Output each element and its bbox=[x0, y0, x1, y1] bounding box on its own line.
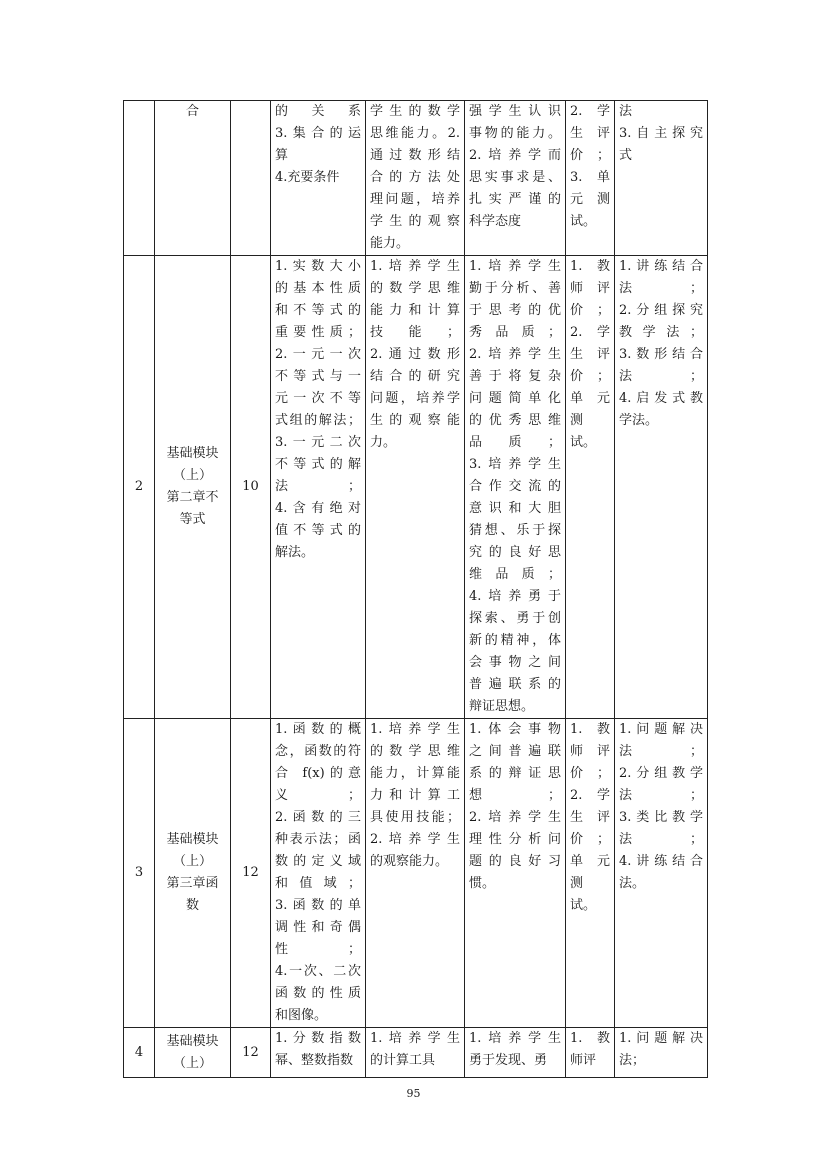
quality-goal-cell bbox=[465, 101, 566, 256]
content-cell bbox=[271, 719, 366, 1028]
cell-line: 算 bbox=[275, 148, 289, 163]
cell-line: 勇于发现、勇 bbox=[469, 1053, 548, 1068]
cell-line: 式组的解法； bbox=[275, 413, 361, 428]
cell-line: 想； bbox=[469, 788, 561, 803]
cell-line: 数的定义域 bbox=[275, 854, 361, 869]
cell-line: 3.培养学生 bbox=[469, 457, 561, 472]
cell-line: 2.分组探究 bbox=[619, 303, 703, 318]
module-cell bbox=[155, 101, 231, 256]
cell-line: 测 bbox=[570, 876, 584, 891]
cell-line: 生评 bbox=[570, 810, 610, 825]
cell-line: 法。 bbox=[619, 876, 646, 891]
cell-line: 种表示法；函 bbox=[275, 832, 361, 847]
cell-line: 能力和计算 bbox=[370, 303, 460, 318]
cell-line: 试。 bbox=[570, 898, 597, 913]
cell-line: 生评 bbox=[570, 347, 610, 362]
row-number-cell bbox=[124, 1028, 155, 1078]
cell-line: 义； bbox=[275, 788, 361, 803]
cell-line: 4.充要条件 bbox=[275, 170, 340, 185]
teaching-method-cell bbox=[615, 101, 708, 256]
cell-line: 惯。 bbox=[469, 876, 496, 891]
cell-line: 善于将复杂 bbox=[469, 369, 561, 384]
cell-line: 法； bbox=[619, 1053, 646, 1068]
cell-line: 性； bbox=[275, 942, 361, 957]
cell-line: 勤于分析、善 bbox=[469, 281, 561, 296]
cell-line: 维品质； bbox=[469, 567, 561, 582]
cell-line: 普遍联系的 bbox=[469, 677, 561, 692]
quality-goal-cell bbox=[465, 1028, 566, 1078]
cell-line: 1.教 bbox=[570, 1031, 610, 1046]
cell-line: 新的精神，体 bbox=[469, 633, 561, 648]
cell-text: 10 bbox=[242, 479, 259, 494]
cell-line: 法； bbox=[619, 832, 703, 847]
cell-line: 学生的数学 bbox=[370, 104, 460, 119]
table-row bbox=[124, 1028, 708, 1078]
cell-line: 元测 bbox=[570, 192, 610, 207]
cell-line: 能力，计算能 bbox=[370, 766, 460, 781]
cell-line: 单元 bbox=[570, 391, 610, 406]
cell-line: 思实事求是、 bbox=[469, 170, 561, 185]
cell-line: 辩证思想。 bbox=[469, 699, 535, 714]
cell-line: 的数学思维 bbox=[370, 744, 460, 759]
cell-line: 力和计算工 bbox=[370, 788, 460, 803]
cell-line: 思维能力。2. bbox=[370, 126, 460, 141]
cell-line: 于思考的优 bbox=[469, 303, 561, 318]
cell-line: 意识和大胆 bbox=[469, 501, 561, 516]
cell-line: 的计算工具 bbox=[370, 1053, 436, 1068]
ability-goal-cell bbox=[366, 719, 465, 1028]
cell-line: 科学态度 bbox=[469, 214, 522, 229]
cell-line: 学法。 bbox=[619, 413, 659, 428]
cell-line: 式 bbox=[619, 148, 633, 163]
cell-line: 2.学 bbox=[570, 104, 610, 119]
cell-line: 究的良好思 bbox=[469, 545, 561, 560]
cell-line: 1.问题解决 bbox=[619, 1031, 703, 1046]
ability-goal-cell bbox=[366, 1028, 465, 1078]
cell-line: 基础模块 bbox=[166, 1033, 219, 1049]
cell-line: 生评 bbox=[570, 126, 610, 141]
content-cell bbox=[271, 256, 366, 719]
cell-line: 技能； bbox=[370, 325, 460, 340]
cell-line: 生的观察能 bbox=[370, 413, 460, 428]
cell-text: 4 bbox=[134, 1044, 144, 1060]
cell-line: 元一次不等 bbox=[275, 391, 361, 406]
cell-line: 解法。 bbox=[275, 545, 315, 560]
cell-line: 2.培养学生 bbox=[469, 810, 561, 825]
cell-line: 能力。 bbox=[370, 236, 410, 251]
cell-line: 1.教 bbox=[570, 259, 610, 274]
table-body bbox=[124, 101, 708, 1078]
cell-line: 和图像。 bbox=[275, 1008, 328, 1023]
cell-line: 理问题，培养 bbox=[370, 192, 460, 207]
cell-line: 基础模块 bbox=[166, 832, 219, 847]
cell-line: 探索、勇于创 bbox=[469, 611, 561, 626]
cell-line: 幂、整数指数 bbox=[275, 1053, 354, 1068]
cell-line: 法； bbox=[275, 479, 361, 494]
cell-line: 的优秀思维 bbox=[469, 413, 561, 428]
cell-line: 第三章函 bbox=[166, 876, 219, 891]
cell-line: 1.培养学生 bbox=[370, 259, 460, 274]
cell-line: 1.实数大小 bbox=[275, 259, 361, 274]
cell-line: 3.数形结合 bbox=[619, 347, 703, 362]
evaluation-cell bbox=[566, 1028, 615, 1078]
cell-line: 1.培养学生 bbox=[469, 259, 561, 274]
teaching-method-cell bbox=[615, 719, 708, 1028]
ability-goal-cell bbox=[366, 256, 465, 719]
table-row bbox=[124, 101, 708, 256]
cell-line: 1.分数指数 bbox=[275, 1031, 361, 1046]
row-number-cell bbox=[124, 719, 155, 1028]
cell-line: 事物的能力。 bbox=[469, 126, 561, 141]
cell-line: 1.体会事物 bbox=[469, 722, 561, 737]
cell-line: 法； bbox=[619, 369, 703, 384]
row-number-cell bbox=[124, 256, 155, 719]
cell-line: 师评 bbox=[570, 744, 610, 759]
module-cell bbox=[155, 1028, 231, 1078]
cell-line: 第二章不 bbox=[166, 490, 219, 505]
cell-line: 1.培养学生 bbox=[469, 1031, 561, 1046]
cell-line: 价； bbox=[570, 303, 610, 318]
cell-line: 不等式的解 bbox=[275, 457, 361, 472]
cell-line: 会事物之间 bbox=[469, 655, 561, 670]
cell-line: 秀品质； bbox=[469, 325, 561, 340]
cell-line: 题的良好习 bbox=[469, 854, 561, 869]
cell-line: 单元 bbox=[570, 854, 610, 869]
cell-line: 3.自主探究 bbox=[619, 126, 703, 141]
cell-line: 价； bbox=[570, 832, 610, 847]
cell-line: 问题，培养学 bbox=[370, 391, 460, 406]
cell-line: 之间普遍联 bbox=[469, 744, 561, 759]
cell-line: 值不等式的 bbox=[275, 523, 361, 538]
cell-line: 调性和奇偶 bbox=[275, 920, 361, 935]
cell-line: 重要性质； bbox=[275, 325, 361, 340]
cell-line: 2.学 bbox=[570, 788, 610, 803]
hours-cell bbox=[231, 1028, 271, 1078]
cell-line: 法； bbox=[619, 788, 703, 803]
hours-cell bbox=[231, 101, 271, 256]
cell-line: 3.类比教学 bbox=[619, 810, 703, 825]
cell-line: 结合的研究 bbox=[370, 369, 460, 384]
teaching-method-cell bbox=[615, 256, 708, 719]
cell-text: 12 bbox=[242, 1044, 259, 1060]
cell-line: 数 bbox=[185, 898, 199, 913]
table-row bbox=[124, 719, 708, 1028]
cell-line: 通过数形结 bbox=[370, 148, 460, 163]
cell-line: 2.通过数形 bbox=[370, 347, 460, 362]
cell-line: 扎实严谨的 bbox=[469, 192, 561, 207]
cell-line: 教学法； bbox=[619, 325, 703, 340]
cell-line: 函数的性质 bbox=[275, 986, 361, 1001]
cell-line: 测 bbox=[570, 413, 584, 428]
cell-line: 2.学 bbox=[570, 325, 610, 340]
cell-line: 法； bbox=[619, 281, 703, 296]
cell-line: 合 bbox=[185, 104, 199, 119]
cell-line: 和不等式的 bbox=[275, 303, 361, 318]
row-number-cell bbox=[124, 101, 155, 256]
cell-line: 4.一次、二次 bbox=[275, 964, 361, 979]
cell-line: 3.函数的单 bbox=[275, 898, 361, 913]
module-cell bbox=[155, 719, 231, 1028]
cell-line: 1.教 bbox=[570, 722, 610, 737]
cell-line: 1.函数的概 bbox=[275, 722, 361, 737]
cell-line: 猜想、乐于探 bbox=[469, 523, 561, 538]
cell-line: （上） bbox=[172, 854, 212, 869]
cell-line: 2.函数的三 bbox=[275, 810, 361, 825]
syllabus-table bbox=[123, 100, 708, 1078]
cell-line: 系的辩证思 bbox=[469, 766, 561, 781]
cell-line: 具使用技能； bbox=[370, 810, 460, 825]
table-row bbox=[124, 256, 708, 719]
cell-text: 12 bbox=[242, 865, 259, 880]
cell-line: 等式 bbox=[179, 512, 206, 527]
cell-line: 价； bbox=[570, 766, 610, 781]
cell-line: 试。 bbox=[570, 435, 597, 450]
cell-line: 师评 bbox=[570, 1053, 597, 1068]
cell-line: 3.集合的运 bbox=[275, 126, 361, 141]
cell-line: 法 bbox=[619, 104, 633, 119]
cell-line: 基础模块 bbox=[166, 446, 219, 461]
content-cell bbox=[271, 101, 366, 256]
cell-line: 的数学思维 bbox=[370, 281, 460, 296]
module-cell bbox=[155, 256, 231, 719]
cell-line: 3.单 bbox=[570, 170, 610, 185]
cell-line: 不等式与一 bbox=[275, 369, 361, 384]
cell-line: 4.讲练结合 bbox=[619, 854, 703, 869]
teaching-method-cell bbox=[615, 1028, 708, 1078]
ability-goal-cell bbox=[366, 101, 465, 256]
cell-line: 合 f(x)的意 bbox=[275, 766, 361, 781]
content-cell bbox=[271, 1028, 366, 1078]
cell-line: 和值域； bbox=[275, 876, 361, 891]
cell-line: 2.分组教学 bbox=[619, 766, 703, 781]
cell-line: 4.含有绝对 bbox=[275, 501, 361, 516]
cell-line: 4.启发式教 bbox=[619, 391, 703, 406]
hours-cell bbox=[231, 719, 271, 1028]
cell-line: 学生的观察 bbox=[370, 214, 460, 229]
cell-line: 3.一元二次 bbox=[275, 435, 361, 450]
cell-line: 2.一元一次 bbox=[275, 347, 361, 362]
quality-goal-cell bbox=[465, 719, 566, 1028]
cell-line: 力。 bbox=[370, 435, 397, 450]
cell-line: 法； bbox=[619, 744, 703, 759]
cell-line: 念，函数的符 bbox=[275, 744, 361, 759]
cell-line: 试。 bbox=[570, 214, 597, 229]
cell-line: 价； bbox=[570, 148, 610, 163]
cell-line: 2.培养学生 bbox=[469, 347, 561, 362]
cell-line: 的关系 bbox=[275, 104, 361, 119]
quality-goal-cell bbox=[465, 256, 566, 719]
cell-line: 2.培养学而 bbox=[469, 148, 561, 163]
cell-text: 3 bbox=[134, 865, 144, 880]
cell-line: 1.培养学生 bbox=[370, 722, 460, 737]
cell-line: 问题简单化 bbox=[469, 391, 561, 406]
evaluation-cell bbox=[566, 256, 615, 719]
page-number: 95 bbox=[406, 1087, 421, 1100]
cell-line: 师评 bbox=[570, 281, 610, 296]
cell-line: 理性分析问 bbox=[469, 832, 561, 847]
cell-line: （上） bbox=[172, 468, 212, 483]
cell-line: 4.培养勇于 bbox=[469, 589, 561, 604]
hours-cell bbox=[231, 256, 271, 719]
cell-line: 2.培养学生 bbox=[370, 832, 460, 847]
cell-line: 的观察能力。 bbox=[370, 854, 449, 869]
cell-line: 1.问题解决 bbox=[619, 722, 703, 737]
evaluation-cell bbox=[566, 719, 615, 1028]
cell-line: 价； bbox=[570, 369, 610, 384]
evaluation-cell bbox=[566, 101, 615, 256]
cell-line: 1.讲练结合 bbox=[619, 259, 703, 274]
cell-line: 合的方法处 bbox=[370, 170, 460, 185]
cell-line: 合作交流的 bbox=[469, 479, 561, 494]
cell-line: 的基本性质 bbox=[275, 281, 361, 296]
cell-text: 2 bbox=[134, 479, 144, 494]
cell-line: 1.培养学生 bbox=[370, 1031, 460, 1046]
cell-line: （上） bbox=[172, 1055, 212, 1071]
cell-line: 品质； bbox=[469, 435, 561, 450]
cell-line: 强学生认识 bbox=[469, 104, 561, 119]
